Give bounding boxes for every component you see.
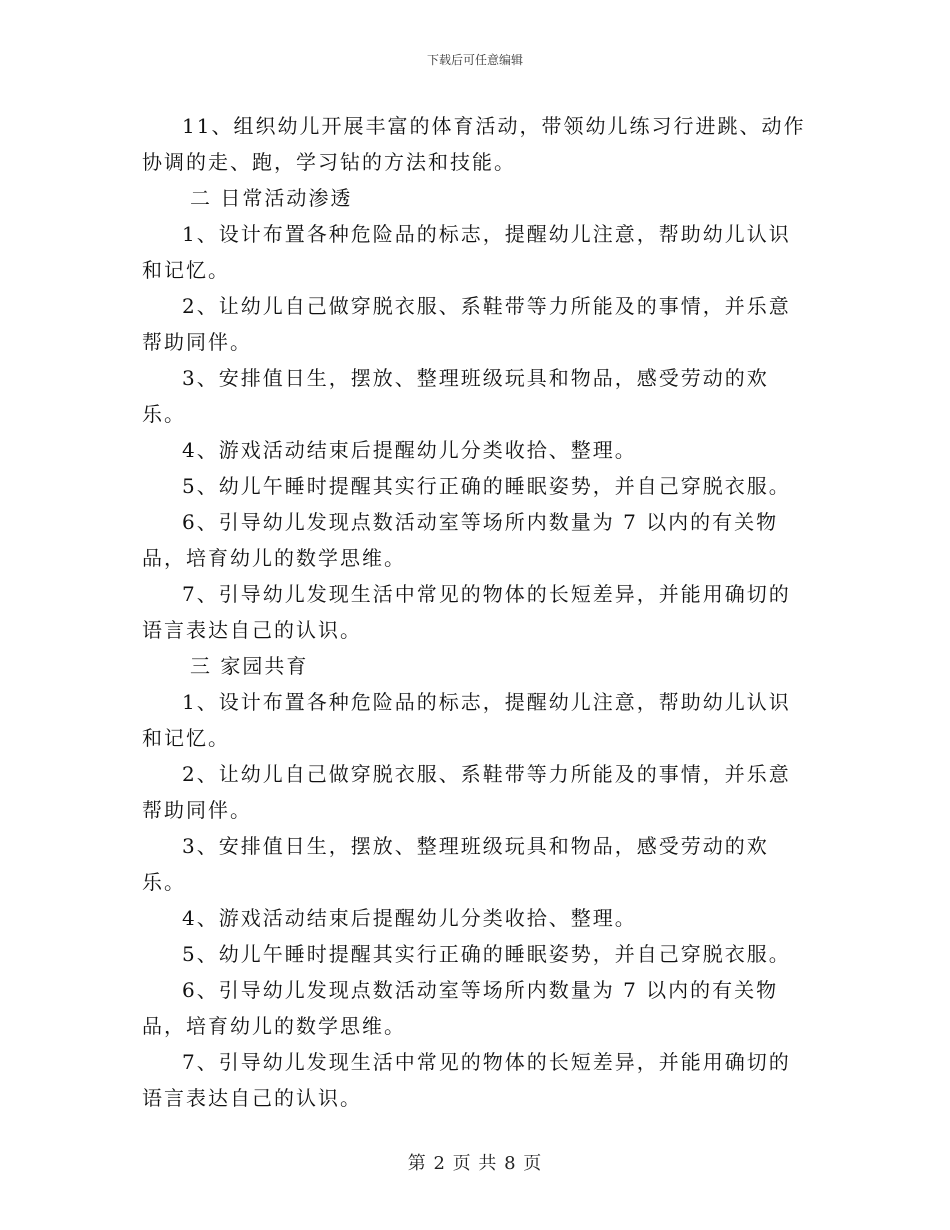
- list-item: 6、引导幼儿发现点数活动室等场所内数量为 7 以内的有关物品，培育幼儿的数学思维。: [142, 978, 779, 1038]
- list-item: 2、让幼儿自己做穿脱衣服、系鞋带等力所能及的事情，并乐意帮助同伴。: [142, 294, 791, 354]
- section-heading-home-school: 三 家园共育: [190, 654, 309, 678]
- list-item: 2、让幼儿自己做穿脱衣服、系鞋带等力所能及的事情，并乐意帮助同伴。: [142, 762, 791, 822]
- list-item: 4、游戏活动结束后提醒幼儿分类收拾、整理。: [182, 906, 637, 930]
- list-item: 1、设计布置各种危险品的标志，提醒幼儿注意，帮助幼儿认识和记忆。: [142, 690, 791, 750]
- list-item: 3、安排值日生，摆放、整理班级玩具和物品，感受劳动的欢乐。: [142, 834, 769, 894]
- list-item: 5、幼儿午睡时提醒其实行正确的睡眠姿势，并自己穿脱衣服。: [182, 474, 791, 498]
- list-item: 1、设计布置各种危险品的标志，提醒幼儿注意，帮助幼儿认识和记忆。: [142, 222, 791, 282]
- list-item: 7、引导幼儿发现生活中常见的物体的长短差异，并能用确切的语言表达自己的认识。: [142, 1050, 791, 1110]
- list-item: 5、幼儿午睡时提醒其实行正确的睡眠姿势，并自己穿脱衣服。: [182, 942, 791, 966]
- page-header: 下载后可任意编辑: [426, 53, 523, 67]
- list-item: 7、引导幼儿发现生活中常见的物体的长短差异，并能用确切的语言表达自己的认识。: [142, 582, 791, 642]
- list-item: 4、游戏活动结束后提醒幼儿分类收拾、整理。: [182, 438, 637, 462]
- section-heading-daily-activities: 二 日常活动渗透: [190, 186, 353, 210]
- document-body: [142, 108, 808, 1116]
- list-item: 3、安排值日生，摆放、整理班级玩具和物品，感受劳动的欢乐。: [142, 366, 769, 426]
- list-item: 6、引导幼儿发现点数活动室等场所内数量为 7 以内的有关物品，培育幼儿的数学思维。: [142, 510, 779, 570]
- paragraph-item-11: 11、组织幼儿开展丰富的体育活动，带领幼儿练习行进跳、动作协调的走、跑，学习钻的方法和技能。: [142, 114, 806, 174]
- page-number: 第 2 页 共 8 页: [407, 1153, 543, 1174]
